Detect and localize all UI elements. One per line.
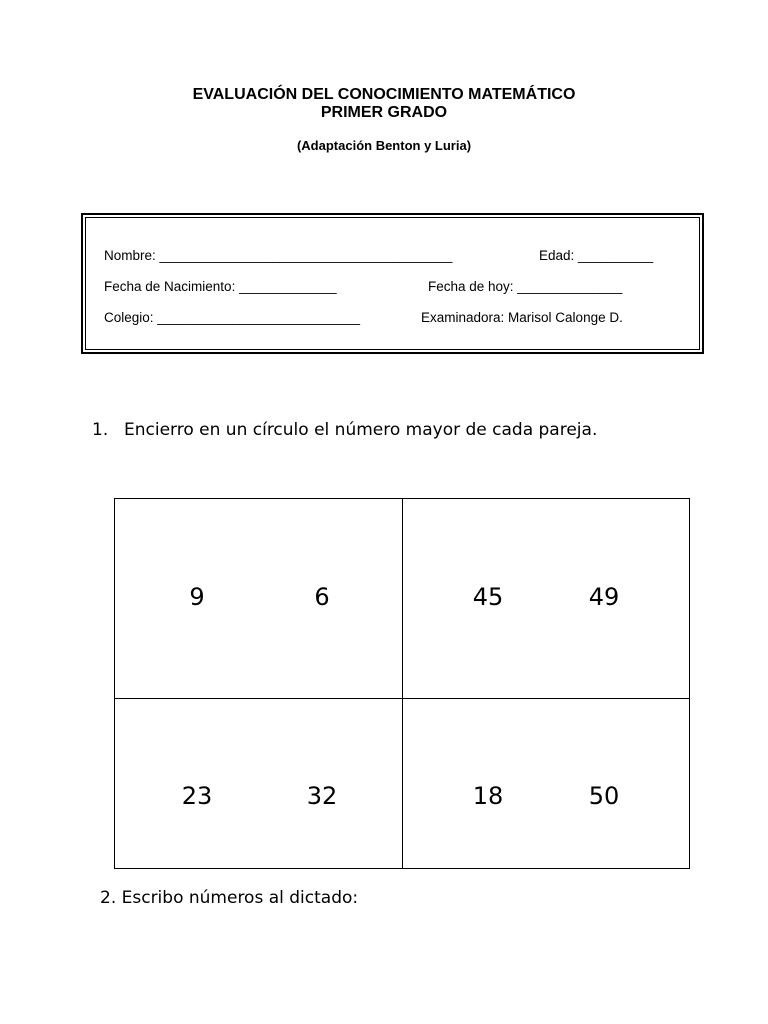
question1-text: Encierro en un círculo el número mayor de cada pareja. [124, 420, 598, 440]
number-pairs-grid [114, 498, 690, 869]
pair3-second-number: 32 [306, 782, 338, 810]
pair2-first-number: 45 [472, 583, 504, 611]
colegio-field: Colegio: ___________________________ [104, 310, 360, 325]
pair4-first-number: 18 [472, 782, 504, 810]
document-title: EVALUACIÓN DEL CONOCIMIENTO MATEMÁTICO [192, 86, 576, 103]
grid-divider-vertical [402, 499, 403, 868]
question2-text: 2. Escribo números al dictado: [100, 888, 359, 908]
pair2-second-number: 49 [588, 583, 620, 611]
question1-number: 1. [92, 420, 109, 440]
grid-divider-horizontal [115, 698, 689, 699]
pair1-second-number: 6 [314, 583, 330, 611]
fecha-hoy-field: Fecha de hoy: ______________ [428, 279, 623, 294]
pair4-second-number: 50 [588, 782, 620, 810]
examinadora-field: Examinadora: Marisol Calonge D. [421, 310, 623, 325]
document-subtitle: (Adaptación Benton y Luria) [296, 138, 472, 153]
nombre-field: Nombre: _______________________________________ [104, 248, 453, 263]
document-grade: PRIMER GRADO [320, 104, 448, 121]
fecha-nacimiento-field: Fecha de Nacimiento: _____________ [104, 279, 337, 294]
pair1-first-number: 9 [189, 583, 205, 611]
edad-field: Edad: __________ [539, 248, 654, 263]
pair3-first-number: 23 [181, 782, 213, 810]
student-info-box [81, 213, 704, 354]
